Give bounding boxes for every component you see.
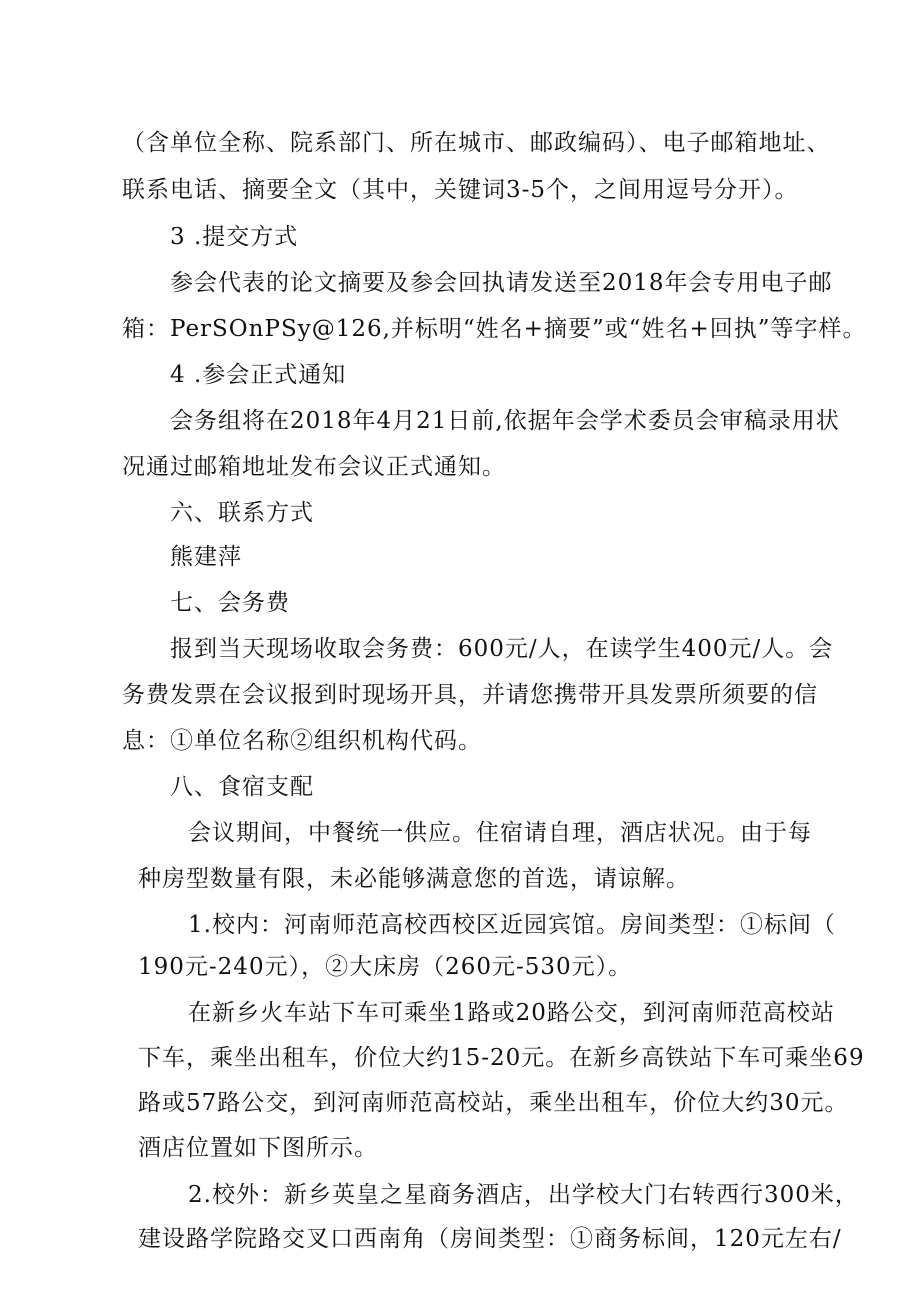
text-line: 况通过邮箱地址发布会议正式通知。: [122, 454, 506, 480]
section-heading: 3 .提交方式: [170, 224, 299, 250]
text-line: 报到当天现场收取会务费：600元/人，在读学生400元/人。会: [170, 636, 834, 662]
section-heading: 八、食宿支配: [170, 774, 314, 800]
text-line: 2.校外：新乡英皇之星商务酒店，出学校大门右转西行300米，: [188, 1182, 859, 1208]
text-line: 箱：PerSOnPSy@126,并标明“姓名+摘要”或“姓名+回执”等字样。: [122, 316, 867, 342]
text-line: （含单位全称、院系部门、所在城市、邮政编码）、电子邮箱地址、: [122, 130, 831, 156]
text-line: 190元-240元），②大床房（260元-530元）。: [138, 954, 633, 980]
text-line: 路或57路公交，到河南师范高校站，乘坐出租车，价位大约30元。: [138, 1090, 849, 1116]
text-line: 会务组将在2018年4月21日前,依据年会学术委员会审稿录用状: [170, 408, 840, 434]
text-line: 务费发票在会议报到时现场开具，并请您携带开具发票所须要的信: [122, 682, 818, 708]
contact-name: 熊建萍: [170, 544, 242, 570]
text-line: 参会代表的论文摘要及参会回执请发送至2018年会专用电子邮: [170, 270, 833, 296]
text-line: 酒店位置如下图所示。: [138, 1135, 378, 1161]
text-line: 联系电话、摘要全文（其中，关键词3-5个，之间用逗号分开）。: [122, 177, 799, 203]
text-line: 建设路学院路交叉口西南角（房间类型：①商务标间，120元左右/: [138, 1226, 842, 1252]
section-heading: 4 .参会正式通知: [170, 362, 347, 388]
section-heading: 六、联系方式: [170, 500, 314, 526]
text-line: 下车，乘坐出租车，价位大约15-20元。在新乡高铁站下车可乘坐69: [138, 1045, 865, 1071]
section-heading: 七、会务费: [170, 590, 290, 616]
text-line: 在新乡火车站下车可乘坐1路或20路公交，到河南师范高校站: [188, 1000, 835, 1026]
text-line: 种房型数量有限，未必能够满意您的首选，请谅解。: [138, 866, 690, 892]
text-line: 息：①单位名称②组织机构代码。: [122, 728, 482, 754]
text-line: 1.校内：河南师范高校西校区近园宾馆。房间类型：①标间（: [188, 912, 836, 938]
text-line: 会议期间，中餐统一供应。住宿请自理，酒店状况。由于每: [188, 820, 812, 846]
